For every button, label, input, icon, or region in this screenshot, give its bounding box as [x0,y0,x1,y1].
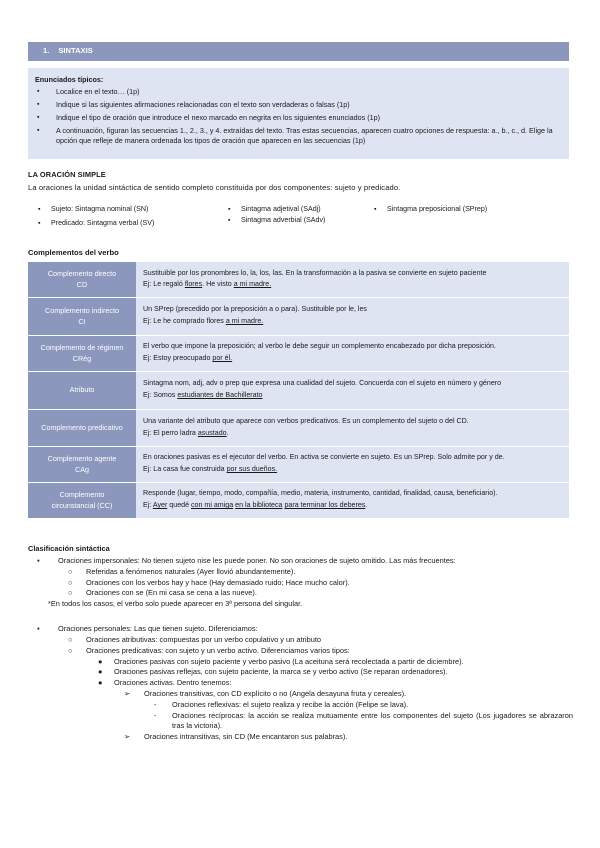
complement-description: Sintagma nom, adj, adv o prep que expresa una cualidad del sujeto. Concuerda con el sujeto en número y género Ej: Somos estudiantes de Bachillerato [136,371,569,409]
circle-icon: ○ [68,634,73,644]
classification-list [28,556,573,743]
list-item: ➢ Oraciones intransitivas, sin CD (Me encantaron sus palabras). [124,732,348,742]
list-item: ○ Oraciones atributivas: compuestas por un verbo copulativo y un atributo [68,634,321,644]
complement-description: En oraciones pasivas es el ejecutor del verbo. En activa se convierte en sujeto. Es un SPrep. Solo admite por y de. Ej: La casa fue construida por sus dueños. [136,446,569,482]
bullet-icon: ● [98,678,103,688]
complement-label: Complemento de régimen CRég [28,335,136,371]
table-row [28,482,569,518]
complements-title: Complementos del verbo [28,248,119,257]
typical-list [35,87,562,147]
list-item: ● Oraciones pasivas reflejas, con sujeto paciente, la marca se y verbo activo (Se reparan ordenadores). [98,667,448,677]
table-row [28,262,569,297]
list-item: ● Oraciones activas. Dentro tenemos: [98,678,232,688]
simple-sentence-title: LA ORACIÓN SIMPLE [28,170,106,179]
bullet-icon: ● [98,667,103,677]
list-item: ▪ Predicado: Sintagma verbal (SV) [38,219,155,227]
list-item: ➢ Oraciones transitivas, con CD explícito o no (Angela desayuna fruta y cereales). [124,688,407,698]
list-item: ▪ Oraciones impersonales: No tienen sujeto nise les puede poner. No son oraciones de sujeto omitido. Las más frecuentes: [37,556,456,565]
circle-icon: ○ [68,645,73,655]
bullet-icon: ▪ [228,206,231,213]
bullet-icon: ▪ [38,206,41,213]
complements-table [28,262,569,519]
arrow-icon: ➢ [124,688,131,698]
complement-label: Complemento predicativo [28,409,136,446]
dash-icon: - [154,699,157,709]
bullet-icon: ▪ [228,217,231,224]
list-item: - Oraciones recíprocas: la acción se realiza mutuamente entre los componentes del sujeto (Los jugadores se abrazaron tras la victoria). [154,710,573,731]
complement-label: Complemento directo CD [28,262,136,297]
bullet-icon: ▪ [37,126,40,134]
list-item: ▪ Sintagma preposicional (SPrep) [374,205,488,213]
section-title: SINTAXIS [58,46,93,56]
bullet-icon: ▪ [37,624,40,634]
circle-icon: ○ [68,577,73,587]
complement-description: El verbo que impone la preposición; al verbo le debe seguir un complemento encabezado por dicha preposición. Ej: Estoy preocupado por él. [136,335,569,371]
list-item: - Oraciones reflexivas: el sujeto realiza y recibe la acción (Felipe se lava). [154,699,409,709]
complement-description: Un SPrep (precedido por la preposición a o para). Sustituible por le, les Ej: Le he comprado flores a mi madre. [136,297,569,335]
list-item: ○ Oraciones con se (En mi casa se cena a las nueve). [68,588,257,598]
list-item: ○ Oraciones con los verbos hay y hace (Hay demasiado ruido; Hace mucho calor). [68,577,350,587]
sintagma-list [38,205,558,237]
complement-description: Sustituible por los pronombres lo, la, los, las. En la transformación a la pasiva se convierte en sujeto paciente Ej: Le regaló flores. He visto a mi madre. [136,262,569,297]
note: *En todos los casos, el verbo solo puede aparecer en 3ª persona del singular. [48,599,303,609]
table-row [28,297,569,335]
list-item: ▪ Sujeto: Sintagma nominal (SN) [38,205,149,213]
dash-icon: - [154,710,157,720]
arrow-icon: ➢ [124,732,131,742]
complement-label: Complemento indirecto CI [28,297,136,335]
section-number: 1. [43,46,50,56]
list-item: ▪ Indique el tipo de oración que introduce el nexo marcado en negrita en los siguientes enunciados (1p) [37,112,381,122]
list-item: ▪ Localice en el texto… (1p) [37,86,140,96]
bullet-icon: ▪ [37,100,40,108]
list-item: ▪ Indique si las siguientes afirmaciones relacionadas con el texto son verdaderas o falsas (1p) [37,99,350,109]
bullet-icon: ● [98,656,103,666]
list-item: ○ Oraciones predicativas: con sujeto y un verbo activo. Diferenciamos varios tipos: [68,645,350,655]
table-row [28,335,569,371]
complement-description: Responde (lugar, tiempo, modo, compañía, medio, materia, instrumento, cantidad, finalidad, causa, beneficiario). Ej: Ayer quedé con mi amiga en la biblioteca para terminar los deberes. [136,482,569,518]
complement-label: Complemento agente CAg [28,446,136,482]
bullet-icon: ▪ [38,220,41,227]
list-item: ▪ A continuación, figuran las secuencias 1., 2., 3., y 4. extraídas del texto. Tras estas secuencias, aparecen cuatro opciones de respuesta: a., b., c., d. Elige la opción que refleje de manera ordenada los tipos de oración que aparecen en las secuencias (1p) [37,125,553,145]
bullet-icon: ▪ [37,556,40,565]
bullet-icon: ▪ [37,87,40,95]
list-item: ▪ Sintagma adverbial (SAdv) [228,216,326,224]
table-row [28,371,569,409]
complement-label: Atributo [28,371,136,409]
bullet-icon: ▪ [374,206,377,213]
typical-statements-box [28,68,569,159]
list-item: ▪ Sintagma adjetival (SAdj) [228,205,321,213]
section-header [28,42,569,61]
classification-title: Clasificación sintáctica [28,544,110,553]
complement-description: Una variante del atributo que aparece con verbos predicativos. Es un complemento del sujeto o del CD. Ej: El perro ladra asustado. [136,409,569,446]
list-item: ▪ Oraciones personales: Las que tienen sujeto. Diferenciamos: [37,624,258,634]
simple-sentence-definition: La oraciones la unidad sintáctica de sentido completo constituida por dos componentes: sujeto y predicado. [28,183,401,192]
circle-icon: ○ [68,588,73,598]
list-item: ○ Referidas a fenómenos naturales (Ayer llovió abundantemente). [68,566,296,576]
table-row [28,409,569,446]
table-row [28,446,569,482]
list-item: ● Oraciones pasivas con sujeto paciente y verbo pasivo (La aceituna será recolectada a partir de diciembre). [98,656,464,666]
circle-icon: ○ [68,566,73,576]
typical-title: Enunciados típicos: [35,75,104,84]
bullet-icon: ▪ [37,113,40,121]
complement-label: Complemento circunstancial (CC) [28,482,136,518]
